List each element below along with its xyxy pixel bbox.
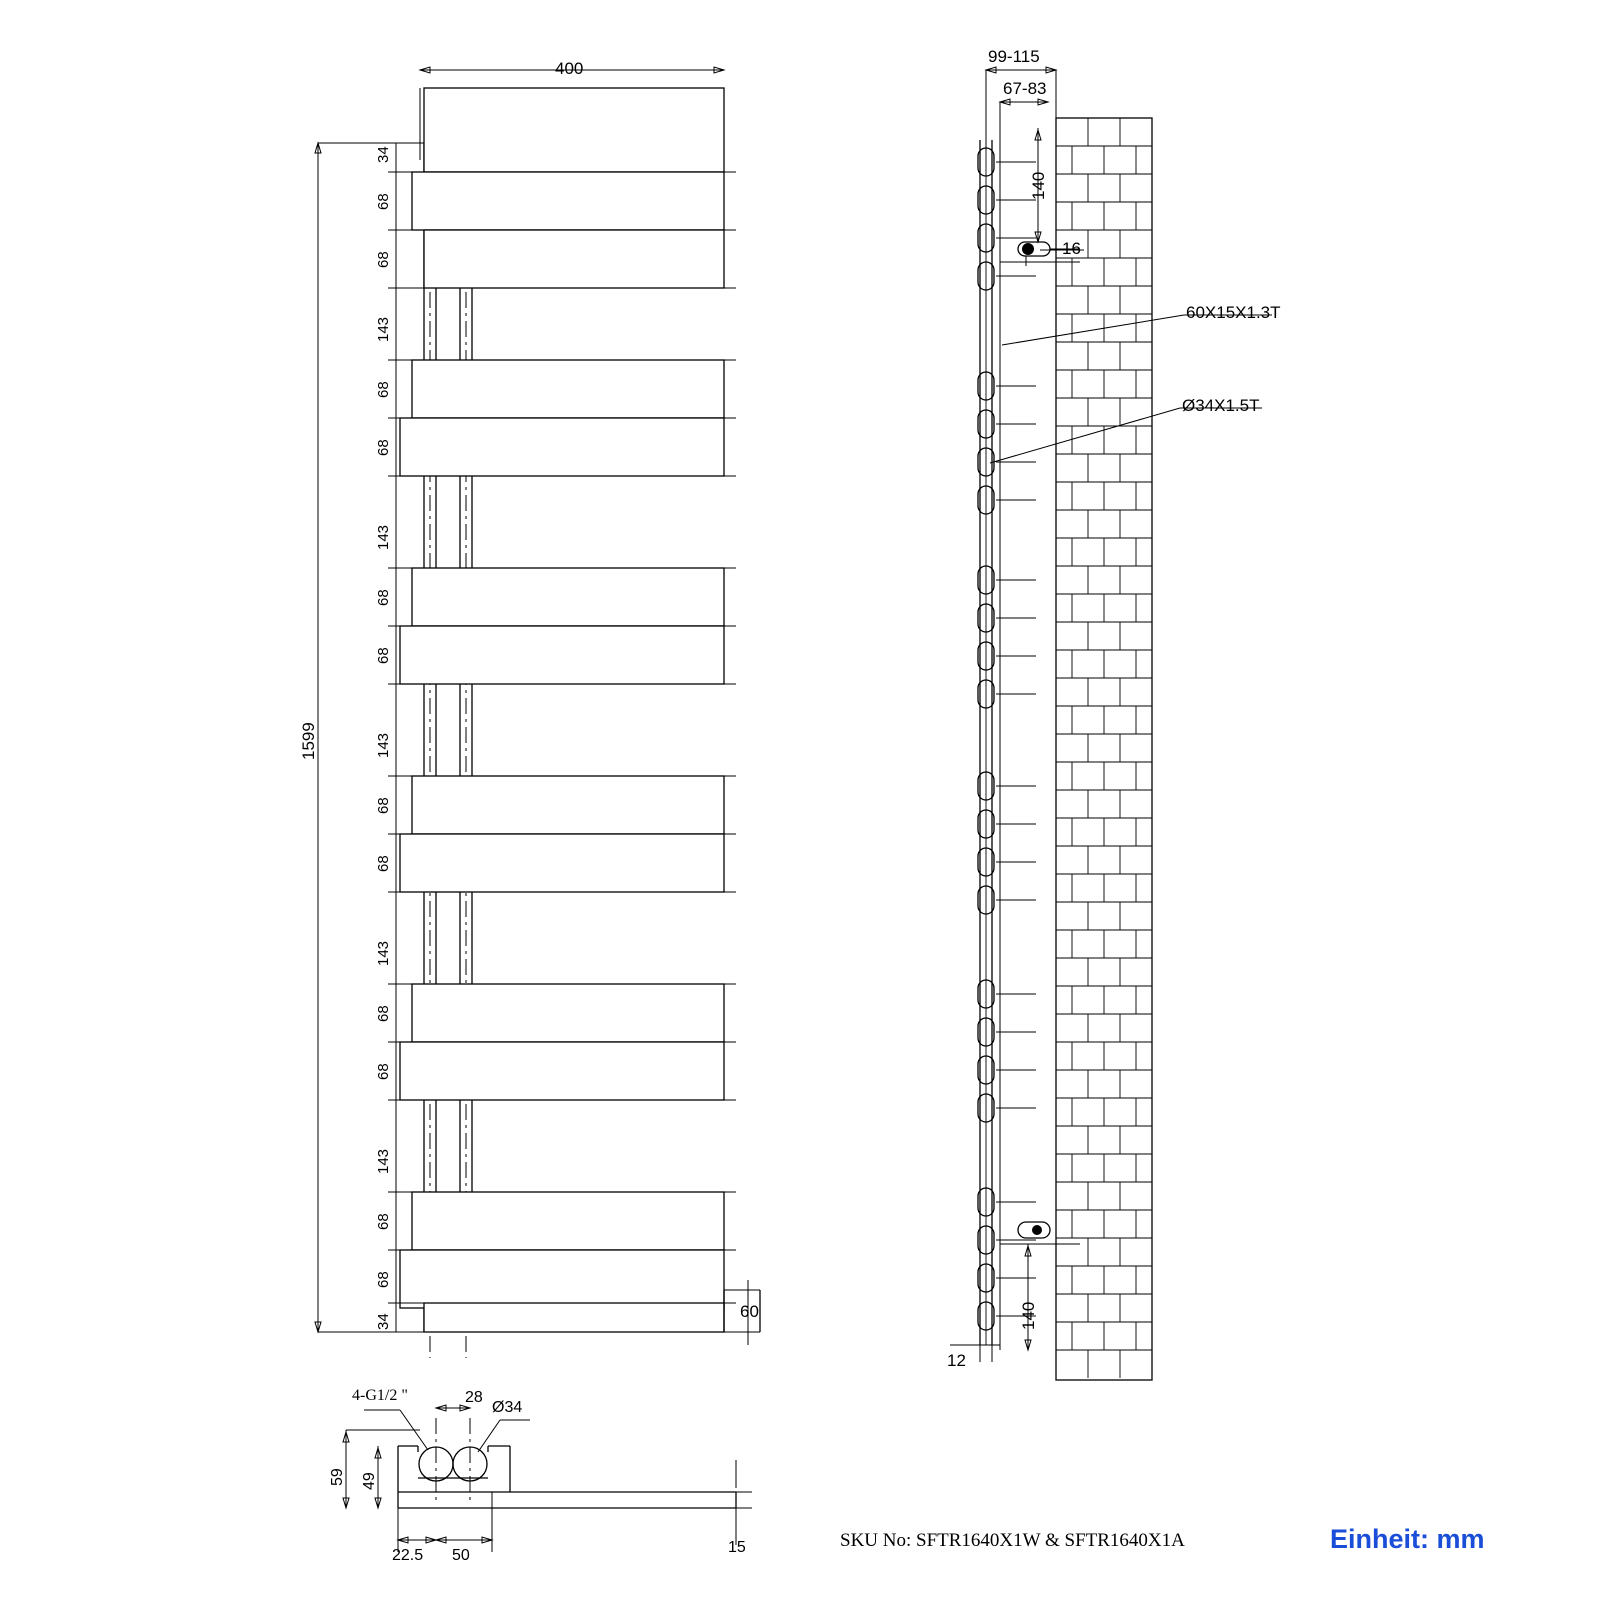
dim-22-5: 22.5 [392,1547,424,1564]
spacing-dim-7: 143 [375,524,392,550]
spacing-dim-19: 34 [375,1313,392,1330]
spacing-dim-16: 143 [375,1148,392,1174]
spacing-dim-9: 68 [375,647,392,664]
valve-top-offset-dim: 140 [1029,171,1048,200]
pipe-diameter-dim: Ø34 [492,1399,523,1416]
pipe-spacing-dim: 28 [465,1389,483,1406]
spacing-dim-15: 68 [375,1063,392,1080]
dim-59: 59 [329,1468,346,1486]
spacing-dim-13: 143 [375,940,392,966]
spacing-dim-6: 68 [375,439,392,456]
callout-tube-diameter: Ø34X1.5T [1182,396,1260,415]
side-bracket-projection-dim: 67-83 [1003,79,1047,98]
valve-bottom-offset-dim: 140 [1019,1301,1038,1330]
dim-15: 15 [728,1539,746,1556]
spacing-dim-10: 143 [375,732,392,758]
spacing-dim-4: 143 [375,316,392,342]
thread-spec-label: 4-G1/2 " [352,1387,408,1404]
spacing-dim-11: 68 [375,797,392,814]
spacing-dim-1: 34 [375,146,392,163]
callout-rail-profile: 60X15X1.3T [1186,303,1281,322]
dim-50: 50 [452,1547,470,1564]
spacing-dim-8: 68 [375,589,392,606]
front-depth-dim: 60 [740,1302,759,1321]
side-overall-projection-dim: 99-115 [988,47,1040,66]
spacing-dim-18: 68 [375,1271,392,1288]
spacing-dim-12: 68 [375,855,392,872]
unit-label: Einheit: mm [1330,1524,1485,1554]
spacing-dim-14: 68 [375,1005,392,1022]
spacing-dim-5: 68 [375,381,392,398]
front-height-dim: 1599 [299,722,318,760]
spacing-dim-2: 68 [375,193,392,210]
panel-thickness-dim: 12 [947,1351,966,1370]
front-width-dim: 400 [555,59,584,78]
dim-49: 49 [361,1472,378,1490]
bracket-thickness-dim: 16 [1062,239,1081,258]
spacing-dim-17: 68 [375,1213,392,1230]
sku-label: SKU No: SFTR1640X1W & SFTR1640X1A [840,1530,1185,1551]
spacing-dim-3: 68 [375,251,392,268]
